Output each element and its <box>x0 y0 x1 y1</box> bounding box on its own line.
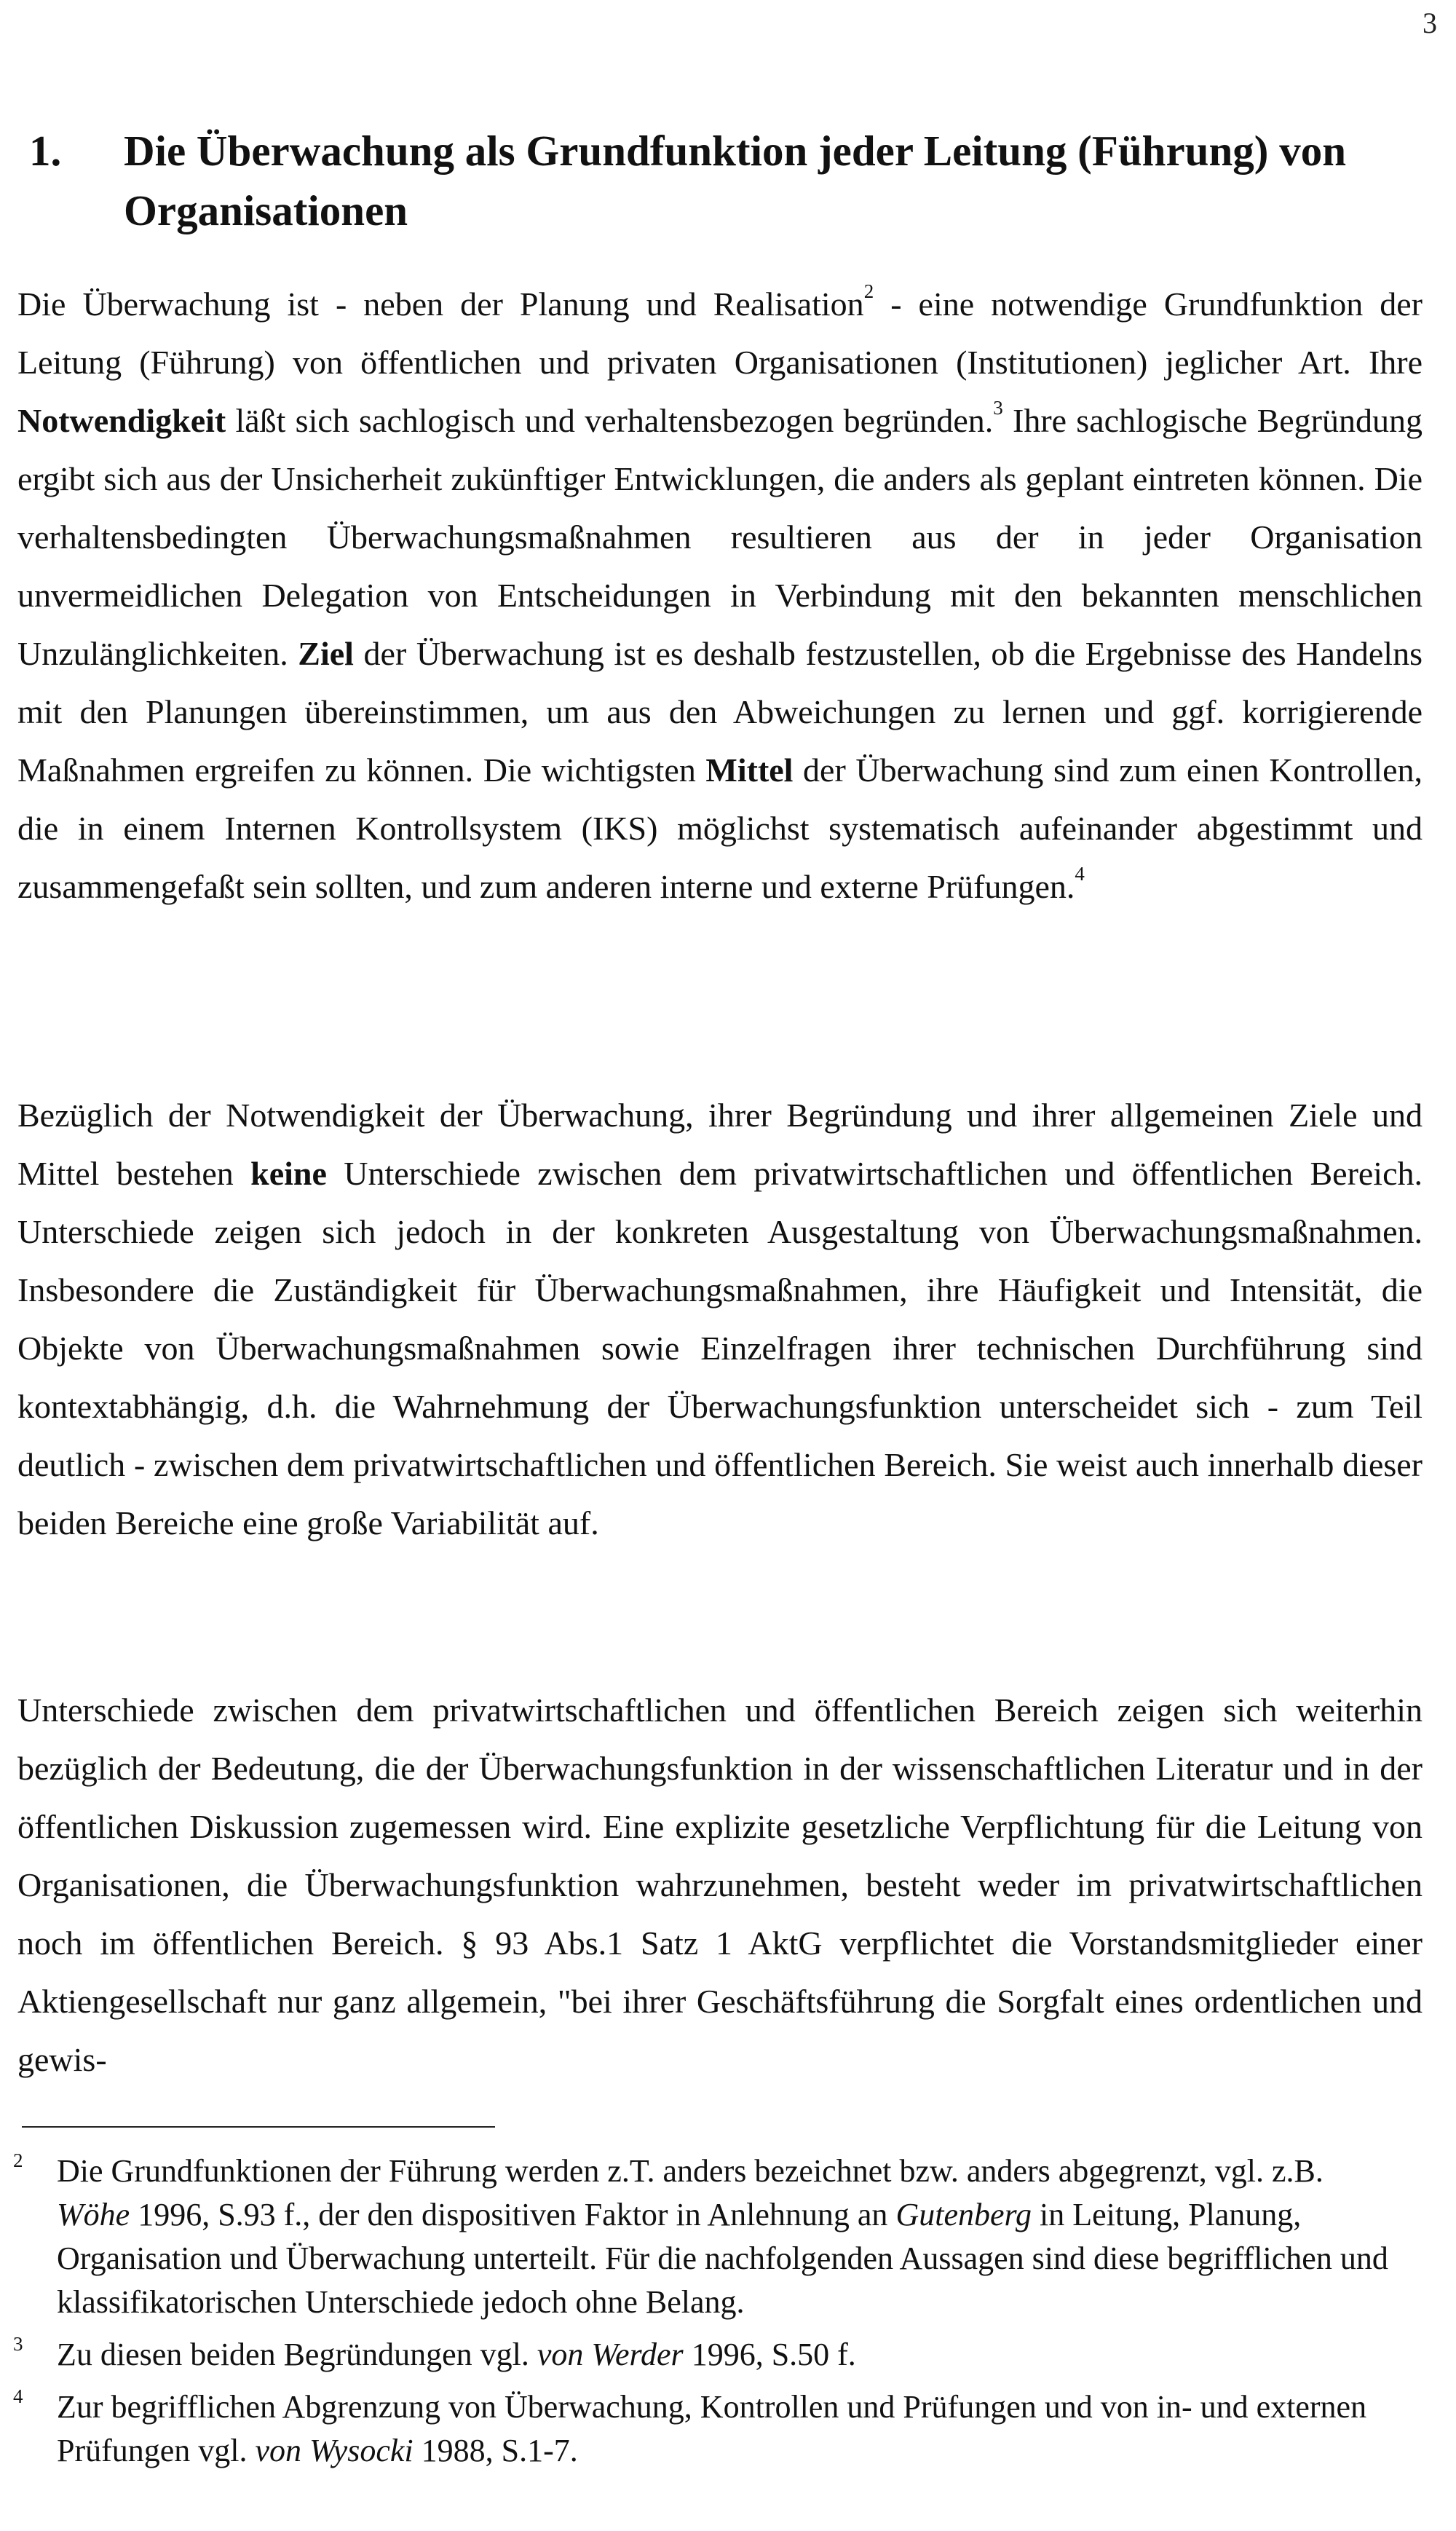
text-run: 1988, S.1-7. <box>413 2433 578 2468</box>
footnote-text <box>57 2385 1404 2473</box>
bold-term-notwendigkeit: Notwendigkeit <box>17 402 226 439</box>
page-number: 3 <box>1423 7 1437 39</box>
text-run: der Überwachung ist es deshalb festzustellen, ob die Ergebnisse des Handelns mit den Planungen übereinstimmen, um aus den Abweichungen zu lernen und ggf. korrigierende Maßnahmen ergreifen zu können. Die wichtigsten <box>17 635 1423 789</box>
text-run: Die Grundfunktionen der Führung werden z.T. anders bezeichnet bzw. anders abgegrenzt, vgl. z.B. <box>57 2153 1324 2189</box>
footnote-ref-2: 2 <box>863 280 874 302</box>
text-run: der Überwachung sind zum einen Kontrollen, die in einem Internen Kontrollsystem (IKS) möglichst systematisch aufeinander abgestimmt und zusammengefaßt sein sollten, und zum anderen interne und externe Prüfungen. <box>17 751 1423 905</box>
footnote-text <box>57 2333 1404 2377</box>
cited-author: von Wysocki <box>255 2433 414 2468</box>
footnote-3 <box>0 2333 1456 2377</box>
text-run: Zu diesen beiden Begründungen vgl. <box>57 2337 537 2372</box>
text-run: in Leitung, Planung, Organisation und Überwachung unterteilt. Für die nachfolgenden Aussagen sind diese begrifflichen und klassifikatorischen Unterschiede jedoch ohne Belang. <box>57 2197 1388 2320</box>
text-run: - eine notwendige Grundfunktion der Leitung (Führung) von öffentlichen und privaten Organisationen (Institutionen) jeglicher Art. Ihre <box>17 285 1423 381</box>
section-title: Die Überwachung als Grundfunktion jeder Leitung (Führung) von Organisationen <box>124 127 1347 234</box>
text-run: Zur begrifflichen Abgrenzung von Überwachung, Kontrollen und Prüfungen und von in- und externen Prüfungen vgl. <box>57 2389 1367 2468</box>
paragraph-1 <box>17 275 1423 916</box>
footnotes <box>0 2149 1456 2473</box>
footnote-4 <box>0 2385 1456 2473</box>
footnote-ref-4: 4 <box>1075 863 1085 885</box>
text-run: 1996, S.50 f. <box>683 2337 856 2372</box>
text-run: Bezüglich der Notwendigkeit der Überwachung, ihrer Begründung und ihrer allgemeinen Ziele und Mittel bestehen <box>17 1097 1423 1192</box>
paragraph-3 <box>17 1681 1423 2089</box>
section-number: 1. <box>29 127 62 175</box>
text-run: läßt sich sachlogisch und verhaltensbezogen begründen. <box>226 402 994 439</box>
cited-author: Gutenberg <box>895 2197 1032 2232</box>
section-heading <box>29 121 1427 240</box>
bold-term-keine: keine <box>250 1155 327 1192</box>
footnote-2 <box>0 2149 1456 2324</box>
footnote-number: 3 <box>13 2333 23 2355</box>
text-run: Ihre sachlogische Begründung ergibt sich aus der Unsicherheit zukünftiger Entwicklungen, die anders als geplant eintreten können. Die verhaltensbedingten Überwachungsmaßnahmen resultieren aus der in jeder Organisation unvermeidlichen Delegation von Entscheidungen in Verbindung mit den bekannten menschlichen Unzulänglichkeiten. <box>17 402 1423 672</box>
text-run: Unterschiede zwischen dem privatwirtschaftlichen und öffentlichen Bereich. Unterschiede zeigen sich jedoch in der konkreten Ausgestaltung von Überwachungsmaßnahmen. Insbesondere die Zuständigkeit für Überwachungsmaßnahmen, ihre Häufigkeit und Intensität, die Objekte von Überwachungsmaßnahmen sowie Einzelfragen ihrer technischen Durchführung sind kontextabhängig, d.h. die Wahrnehmung der Überwachungsfunktion unterscheidet sich - zum Teil deutlich - zwischen dem privatwirtschaftlichen und öffentlichen Bereich. Sie weist auch innerhalb dieser beiden Bereiche eine große Variabilität auf. <box>17 1155 1423 1541</box>
footnote-text <box>57 2149 1404 2324</box>
cited-author: Wöhe <box>57 2197 130 2232</box>
bold-term-ziel: Ziel <box>298 635 354 672</box>
footnote-number: 2 <box>13 2149 23 2171</box>
text-run: Die Überwachung ist - neben der Planung und Realisation <box>17 285 864 323</box>
text-run: 1996, S.93 f., der den dispositiven Faktor in Anlehnung an <box>130 2197 896 2232</box>
footnote-separator <box>22 2126 495 2128</box>
cited-author: von Werder <box>537 2337 684 2372</box>
footnote-ref-3: 3 <box>993 397 1003 419</box>
bold-term-mittel: Mittel <box>705 751 794 789</box>
text-run: Unterschiede zwischen dem privatwirtschaftlichen und öffentlichen Bereich zeigen sich weiterhin bezüglich der Bedeutung, die der Überwachungsfunktion in der wissenschaftlichen Literatur und in der öffentlichen Diskussion zugemessen wird. Eine explizite gesetzliche Verpflichtung für die Leitung von Organisationen, die Überwachungsfunktion wahrzunehmen, besteht weder im privatwirtschaftlichen noch im öffentlichen Bereich. § 93 Abs.1 Satz 1 AktG verpflichtet die Vorstandsmitglieder einer Aktiengesellschaft nur ganz allgemein, "bei ihrer Geschäftsführung die Sorgfalt eines ordentlichen und gewis- <box>17 1691 1423 2078</box>
footnote-number: 4 <box>13 2385 23 2407</box>
paragraph-2 <box>17 1086 1423 1552</box>
